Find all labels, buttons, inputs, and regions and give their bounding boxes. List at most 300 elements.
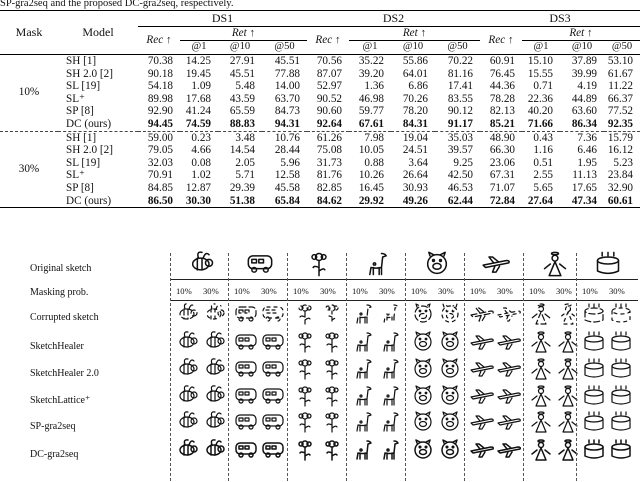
metric-value: 37.89 bbox=[571, 55, 597, 67]
metric-value: 92.90 bbox=[147, 105, 173, 118]
metric-value: 1.36 bbox=[364, 80, 384, 93]
bus-sketch bbox=[233, 302, 259, 326]
figure-rule-bottom bbox=[170, 300, 638, 301]
metric-value: 0.08 bbox=[191, 156, 211, 169]
giraffe-sketch bbox=[378, 357, 404, 381]
airplane-sketch bbox=[469, 357, 495, 381]
metric-value: 65.84 bbox=[262, 195, 307, 208]
airplane-sketch bbox=[496, 357, 522, 381]
table-row bbox=[0, 157, 640, 170]
metric-value: 28.44 bbox=[274, 144, 300, 157]
metric-value: 19.04 bbox=[402, 131, 428, 144]
pig-sketch bbox=[437, 302, 463, 326]
table-row bbox=[0, 68, 640, 81]
angel-sketch bbox=[555, 330, 581, 354]
cake-sketch bbox=[581, 384, 607, 408]
metric-value: 15.55 bbox=[527, 67, 553, 80]
metric-value: 78.28 bbox=[489, 92, 515, 105]
metric-value: 45.51 bbox=[274, 55, 300, 67]
angel-sketch bbox=[555, 384, 581, 408]
bee-sketch bbox=[186, 250, 218, 278]
metric-value: 60.91 bbox=[489, 55, 515, 67]
metric-value: 5.23 bbox=[613, 156, 633, 169]
ds1-at10: @10 bbox=[218, 41, 262, 55]
metric-value: 64.01 bbox=[402, 67, 428, 80]
model-name: SH 2.0 [2] bbox=[66, 67, 113, 80]
giraffe-sketch bbox=[378, 384, 404, 408]
metric-value: 90.12 bbox=[447, 105, 473, 118]
metric-value: 49.26 bbox=[391, 195, 435, 208]
flower-sketch bbox=[292, 357, 318, 381]
pig-sketch bbox=[410, 438, 436, 462]
metric-value: 14.00 bbox=[274, 80, 300, 93]
metric-value: 61.26 bbox=[316, 131, 342, 144]
metric-value: 70.56 bbox=[316, 55, 342, 67]
airplane-sketch bbox=[496, 384, 522, 408]
metric-value: 11.13 bbox=[572, 169, 597, 182]
metric-value: 23.06 bbox=[489, 156, 515, 169]
mask-level-label: 30% bbox=[497, 286, 513, 296]
flower-sketch bbox=[319, 384, 345, 408]
model-name: DC (ours) bbox=[58, 195, 138, 208]
metric-value: 5.65 bbox=[533, 181, 553, 194]
bee-sketch bbox=[175, 330, 201, 354]
table-row bbox=[0, 93, 640, 106]
mask-level-label: 10% bbox=[529, 286, 545, 296]
angel-sketch bbox=[539, 250, 571, 278]
metric-value: 6.86 bbox=[408, 80, 428, 93]
metric-value: 89.98 bbox=[147, 92, 173, 105]
metric-value: 2.55 bbox=[533, 169, 553, 182]
angel-sketch bbox=[528, 410, 554, 434]
metric-value: 77.88 bbox=[274, 67, 300, 80]
cake-sketch bbox=[608, 438, 634, 462]
bee-sketch bbox=[202, 302, 228, 326]
row-label-corrupted: Corrupted sketch bbox=[30, 312, 99, 323]
row-label-masking: Masking prob. bbox=[30, 287, 89, 298]
metric-value: 44.36 bbox=[489, 80, 515, 93]
bee-sketch bbox=[202, 357, 228, 381]
airplane-sketch bbox=[496, 410, 522, 434]
metric-value: 30.30 bbox=[180, 195, 218, 208]
bus-sketch bbox=[233, 438, 259, 462]
column-separator bbox=[228, 253, 229, 481]
metric-value: 79.05 bbox=[147, 144, 173, 157]
metric-value: 41.24 bbox=[185, 105, 211, 118]
airplane-sketch bbox=[496, 330, 522, 354]
metric-value: 15.79 bbox=[607, 131, 633, 144]
metric-value: 84.85 bbox=[147, 181, 173, 194]
mask-level-label: 10% bbox=[293, 286, 309, 296]
table-row bbox=[0, 169, 640, 182]
bee-sketch bbox=[175, 302, 201, 326]
metric-value: 5.48 bbox=[235, 80, 255, 93]
giraffe-sketch bbox=[351, 357, 377, 381]
metric-value: 0.88 bbox=[364, 156, 384, 169]
metric-value: 65.59 bbox=[229, 105, 255, 118]
row-label-sketchhealer2: SketchHealer 2.0 bbox=[30, 368, 99, 379]
model-name: SP [8] bbox=[66, 181, 94, 194]
row-label-sketchhealer: SketchHealer bbox=[30, 341, 84, 352]
metric-value: 14.54 bbox=[229, 144, 255, 157]
metric-value: 70.22 bbox=[447, 55, 473, 67]
metric-value: 17.68 bbox=[185, 92, 211, 105]
model-name: SL⁺ bbox=[66, 92, 85, 105]
ds2-at1: @1 bbox=[349, 41, 391, 55]
metric-value: 76.45 bbox=[489, 67, 515, 80]
mask-value: 30% bbox=[0, 131, 58, 208]
mask-level-label: 10% bbox=[352, 286, 368, 296]
metric-value: 45.58 bbox=[274, 181, 300, 194]
flower-sketch bbox=[319, 410, 345, 434]
cake-sketch bbox=[581, 410, 607, 434]
row-label-original: Original sketch bbox=[30, 263, 92, 274]
airplane-sketch bbox=[480, 250, 512, 278]
ds1-ret-header: Ret ↑ bbox=[180, 27, 307, 41]
table-row bbox=[0, 182, 640, 195]
metric-value: 92.35 bbox=[604, 118, 640, 131]
metric-value: 63.70 bbox=[274, 92, 300, 105]
metric-value: 66.37 bbox=[607, 92, 633, 105]
cake-sketch bbox=[592, 250, 624, 278]
mask-level-label: 30% bbox=[203, 286, 219, 296]
metric-value: 0.71 bbox=[533, 80, 553, 93]
metric-value: 2.05 bbox=[235, 156, 255, 169]
angel-sketch bbox=[528, 357, 554, 381]
column-separator bbox=[170, 253, 171, 481]
ds3-at50: @50 bbox=[604, 41, 640, 55]
cake-sketch bbox=[608, 302, 634, 326]
giraffe-sketch bbox=[351, 330, 377, 354]
model-name: SH [1] bbox=[66, 55, 97, 67]
metric-value: 60.61 bbox=[604, 195, 640, 208]
metric-value: 0.51 bbox=[533, 156, 553, 169]
metric-value: 71.07 bbox=[489, 181, 515, 194]
mask-level-label: 10% bbox=[411, 286, 427, 296]
metric-value: 75.08 bbox=[316, 144, 342, 157]
metric-value: 78.20 bbox=[402, 105, 428, 118]
bus-sketch bbox=[260, 438, 286, 462]
table-row bbox=[0, 144, 640, 157]
pig-sketch bbox=[410, 330, 436, 354]
bee-sketch bbox=[175, 410, 201, 434]
metric-value: 11.22 bbox=[608, 80, 633, 93]
flower-sketch bbox=[319, 357, 345, 381]
mask-level-label: 30% bbox=[320, 286, 336, 296]
giraffe-sketch bbox=[378, 330, 404, 354]
column-separator bbox=[287, 253, 288, 481]
metric-value: 4.66 bbox=[191, 144, 211, 157]
column-separator bbox=[405, 253, 406, 481]
metric-value: 70.91 bbox=[147, 169, 173, 182]
pig-sketch bbox=[437, 330, 463, 354]
metric-value: 45.51 bbox=[229, 67, 255, 80]
metric-value: 63.60 bbox=[571, 105, 597, 118]
bus-sketch bbox=[260, 302, 286, 326]
bee-sketch bbox=[202, 438, 228, 462]
mask-level-label: 30% bbox=[379, 286, 395, 296]
giraffe-sketch bbox=[378, 302, 404, 326]
metric-value: 53.10 bbox=[607, 55, 633, 67]
metric-value: 67.31 bbox=[489, 169, 515, 182]
metric-value: 10.76 bbox=[274, 131, 300, 144]
metric-value: 26.64 bbox=[402, 169, 428, 182]
metric-value: 19.45 bbox=[185, 67, 211, 80]
metric-value: 71.66 bbox=[522, 118, 560, 131]
results-table bbox=[0, 10, 640, 208]
angel-sketch bbox=[555, 410, 581, 434]
metric-value: 15.10 bbox=[527, 55, 553, 67]
metric-value: 1.02 bbox=[191, 169, 211, 182]
angel-sketch bbox=[528, 438, 554, 462]
qualitative-figure bbox=[0, 250, 640, 482]
metric-value: 1.09 bbox=[191, 80, 211, 93]
table-row bbox=[0, 80, 640, 93]
metric-value: 90.60 bbox=[316, 105, 342, 118]
column-separator bbox=[346, 253, 347, 481]
cake-sketch bbox=[608, 330, 634, 354]
mask-level-label: 30% bbox=[609, 286, 625, 296]
flower-sketch bbox=[319, 302, 345, 326]
ds2-ret-header: Ret ↑ bbox=[349, 27, 480, 41]
metric-value: 12.87 bbox=[185, 181, 211, 194]
bus-sketch bbox=[260, 357, 286, 381]
bus-sketch bbox=[260, 410, 286, 434]
table-row bbox=[0, 131, 640, 144]
cake-sketch bbox=[581, 330, 607, 354]
metric-value: 24.51 bbox=[402, 144, 428, 157]
table-caption: SP-gra2seq and the proposed DC-gra2seq, respectively. bbox=[0, 0, 234, 9]
metric-value: 62.44 bbox=[435, 195, 480, 208]
flower-sketch bbox=[319, 438, 345, 462]
ds1-rec-header: Rec ↑ bbox=[138, 27, 180, 55]
metric-value: 66.30 bbox=[489, 144, 515, 157]
bus-sketch bbox=[260, 330, 286, 354]
metric-value: 27.64 bbox=[522, 195, 560, 208]
ds2-at10: @10 bbox=[391, 41, 435, 55]
mask-level-label: 30% bbox=[438, 286, 454, 296]
bee-sketch bbox=[175, 357, 201, 381]
model-name: DC (ours) bbox=[58, 118, 138, 131]
ds3-rec-header: Rec ↑ bbox=[480, 27, 522, 55]
cake-sketch bbox=[581, 302, 607, 326]
results-body bbox=[0, 55, 640, 208]
metric-value: 16.45 bbox=[358, 181, 384, 194]
bee-sketch bbox=[175, 384, 201, 408]
metric-value: 39.57 bbox=[447, 144, 473, 157]
pig-sketch bbox=[437, 410, 463, 434]
metric-value: 3.48 bbox=[235, 131, 255, 144]
flower-sketch bbox=[292, 302, 318, 326]
angel-sketch bbox=[555, 302, 581, 326]
metric-value: 72.84 bbox=[480, 195, 522, 208]
metric-value: 92.64 bbox=[307, 118, 349, 131]
flower-sketch bbox=[292, 410, 318, 434]
metric-value: 46.98 bbox=[358, 92, 384, 105]
pig-sketch bbox=[410, 410, 436, 434]
metric-value: 82.13 bbox=[489, 105, 515, 118]
column-separator bbox=[464, 253, 465, 481]
row-label-sp-gra2seq: SP-gra2seq bbox=[30, 421, 76, 432]
metric-value: 39.20 bbox=[358, 67, 384, 80]
mask-level-label: 10% bbox=[176, 286, 192, 296]
airplane-sketch bbox=[469, 302, 495, 326]
metric-value: 29.92 bbox=[349, 195, 391, 208]
model-name: SP [8] bbox=[66, 105, 94, 118]
metric-value: 29.39 bbox=[229, 181, 255, 194]
metric-value: 3.64 bbox=[408, 156, 428, 169]
flower-sketch bbox=[292, 330, 318, 354]
ds3-at10: @10 bbox=[560, 41, 604, 55]
ds3-ret-header: Ret ↑ bbox=[522, 27, 640, 41]
metric-value: 55.86 bbox=[402, 55, 428, 67]
metric-value: 23.84 bbox=[607, 169, 633, 182]
pig-sketch bbox=[410, 302, 436, 326]
ds3-at1: @1 bbox=[522, 41, 560, 55]
ds3-header: DS3 bbox=[480, 11, 640, 27]
bus-sketch bbox=[260, 384, 286, 408]
metric-value: 12.58 bbox=[274, 169, 300, 182]
metric-value: 17.65 bbox=[571, 181, 597, 194]
model-header: Model bbox=[58, 11, 138, 55]
metric-value: 81.16 bbox=[447, 67, 473, 80]
metric-value: 31.73 bbox=[316, 156, 342, 169]
metric-value: 52.97 bbox=[316, 80, 342, 93]
metric-value: 90.52 bbox=[316, 92, 342, 105]
ds2-header: DS2 bbox=[307, 11, 480, 27]
figure-rule-top bbox=[170, 279, 638, 280]
bus-sketch bbox=[233, 410, 259, 434]
metric-value: 77.52 bbox=[607, 105, 633, 118]
metric-value: 9.25 bbox=[453, 156, 473, 169]
giraffe-sketch bbox=[351, 384, 377, 408]
metric-value: 7.36 bbox=[577, 131, 597, 144]
metric-value: 48.90 bbox=[489, 131, 515, 144]
angel-sketch bbox=[528, 384, 554, 408]
metric-value: 22.36 bbox=[527, 92, 553, 105]
metric-value: 94.31 bbox=[262, 118, 307, 131]
table-row bbox=[0, 105, 640, 118]
angel-sketch bbox=[555, 438, 581, 462]
ds1-at50: @50 bbox=[262, 41, 307, 55]
metric-value: 87.07 bbox=[316, 67, 342, 80]
metric-value: 1.16 bbox=[533, 144, 553, 157]
metric-value: 84.31 bbox=[391, 118, 435, 131]
ds2-at50: @50 bbox=[435, 41, 480, 55]
table-row bbox=[0, 55, 640, 68]
mask-value: 10% bbox=[0, 55, 58, 132]
metric-value: 44.89 bbox=[571, 92, 597, 105]
ds1-header: DS1 bbox=[138, 11, 307, 27]
giraffe-sketch bbox=[351, 438, 377, 462]
metric-value: 86.34 bbox=[560, 118, 604, 131]
angel-sketch bbox=[555, 357, 581, 381]
metric-value: 43.59 bbox=[229, 92, 255, 105]
metric-value: 85.21 bbox=[480, 118, 522, 131]
metric-value: 88.83 bbox=[218, 118, 262, 131]
metric-value: 84.62 bbox=[307, 195, 349, 208]
mask-level-label: 10% bbox=[582, 286, 598, 296]
cake-sketch bbox=[608, 410, 634, 434]
giraffe-sketch bbox=[362, 250, 394, 278]
giraffe-sketch bbox=[351, 302, 377, 326]
model-name: SL [19] bbox=[66, 156, 101, 169]
bee-sketch bbox=[175, 438, 201, 462]
metric-value: 5.96 bbox=[280, 156, 300, 169]
ds2-rec-header: Rec ↑ bbox=[307, 27, 349, 55]
angel-sketch bbox=[528, 302, 554, 326]
bee-sketch bbox=[202, 330, 228, 354]
mask-level-label: 10% bbox=[234, 286, 250, 296]
mask-level-label: 30% bbox=[556, 286, 572, 296]
model-name: SL [19] bbox=[66, 80, 101, 93]
model-name: SL⁺ bbox=[66, 169, 85, 182]
airplane-sketch bbox=[469, 410, 495, 434]
metric-value: 94.45 bbox=[138, 118, 180, 131]
airplane-sketch bbox=[496, 302, 522, 326]
column-separator bbox=[523, 253, 524, 481]
pig-sketch bbox=[437, 384, 463, 408]
bee-sketch bbox=[202, 384, 228, 408]
metric-value: 27.91 bbox=[229, 55, 255, 67]
metric-value: 59.00 bbox=[147, 131, 173, 144]
bus-sketch bbox=[233, 384, 259, 408]
mask-header: Mask bbox=[0, 11, 58, 55]
metric-value: 83.55 bbox=[447, 92, 473, 105]
metric-value: 10.05 bbox=[358, 144, 384, 157]
giraffe-sketch bbox=[378, 410, 404, 434]
mask-level-label: 10% bbox=[470, 286, 486, 296]
airplane-sketch bbox=[469, 438, 495, 462]
metric-value: 40.20 bbox=[527, 105, 553, 118]
pig-sketch bbox=[437, 357, 463, 381]
metric-value: 82.85 bbox=[316, 181, 342, 194]
table-row bbox=[0, 118, 640, 131]
metric-value: 5.71 bbox=[235, 169, 255, 182]
metric-value: 47.34 bbox=[560, 195, 604, 208]
pig-sketch bbox=[410, 384, 436, 408]
metric-value: 61.67 bbox=[607, 67, 633, 80]
angel-sketch bbox=[528, 330, 554, 354]
metric-value: 35.03 bbox=[447, 131, 473, 144]
giraffe-sketch bbox=[378, 438, 404, 462]
pig-sketch bbox=[421, 250, 453, 278]
flower-sketch bbox=[292, 438, 318, 462]
metric-value: 54.18 bbox=[147, 80, 173, 93]
metric-value: 86.50 bbox=[138, 195, 180, 208]
model-name: SH 2.0 [2] bbox=[66, 144, 113, 157]
mask-level-label: 30% bbox=[261, 286, 277, 296]
metric-value: 0.23 bbox=[191, 131, 211, 144]
flower-sketch bbox=[303, 250, 335, 278]
metric-value: 90.18 bbox=[147, 67, 173, 80]
metric-value: 7.98 bbox=[364, 131, 384, 144]
metric-value: 6.46 bbox=[577, 144, 597, 157]
column-separator bbox=[576, 253, 577, 481]
metric-value: 39.99 bbox=[571, 67, 597, 80]
metric-value: 16.12 bbox=[607, 144, 633, 157]
metric-value: 42.50 bbox=[447, 169, 473, 182]
metric-value: 0.43 bbox=[533, 131, 553, 144]
metric-value: 74.59 bbox=[180, 118, 218, 131]
metric-value: 81.76 bbox=[316, 169, 342, 182]
bus-sketch bbox=[233, 330, 259, 354]
ds1-at1: @1 bbox=[180, 41, 218, 55]
metric-value: 51.38 bbox=[218, 195, 262, 208]
metric-value: 14.25 bbox=[185, 55, 211, 67]
table-row bbox=[0, 195, 640, 208]
metric-value: 70.38 bbox=[147, 55, 173, 67]
